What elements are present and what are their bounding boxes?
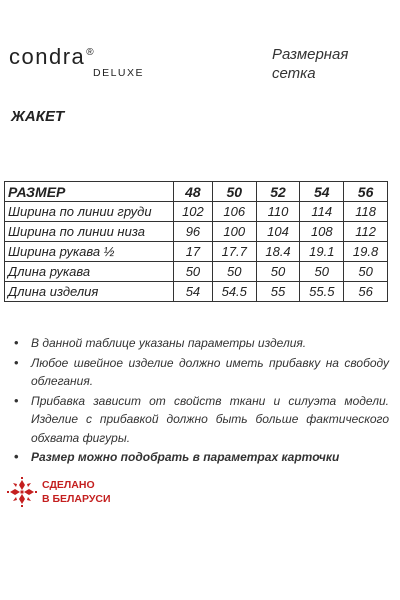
heading-line-2: сетка: [272, 65, 316, 82]
table-cell: 54.5: [212, 282, 256, 302]
badge-text: [42, 478, 111, 506]
product-title: ЖАКЕТ: [11, 108, 65, 125]
size-table: [4, 181, 388, 302]
bullet-icon: •: [14, 354, 19, 370]
list-item: [11, 334, 389, 353]
size-header-row: [5, 182, 388, 202]
note-text: Любое швейное изделие должно иметь прибавку на свободу облегания.: [31, 355, 389, 388]
table-cell: 96: [174, 222, 213, 242]
registered-mark: ®: [86, 47, 96, 58]
table-cell: 50: [300, 262, 344, 282]
badge-line-1: СДЕЛАНО: [42, 479, 95, 491]
bullet-icon: •: [14, 335, 19, 350]
table-cell: 56: [344, 282, 388, 302]
table-cell: 18.4: [256, 242, 300, 262]
brand-subline: DELUXE: [93, 67, 145, 79]
table-row: [5, 262, 388, 282]
badge-line-2: В БЕЛАРУСИ: [42, 493, 111, 505]
table-row: [5, 202, 388, 222]
table-cell: 55.5: [300, 282, 344, 302]
size-col-header: 54: [300, 182, 344, 202]
table-cell: 110: [256, 202, 300, 222]
table-cell: 17.7: [212, 242, 256, 262]
size-col-header: 50: [212, 182, 256, 202]
table-row: [5, 242, 388, 262]
brand-name-text: condra: [9, 44, 86, 69]
brand-name: [9, 46, 139, 68]
table-cell: 106: [212, 202, 256, 222]
note-text: В данной таблице указаны параметры изделия.: [31, 336, 307, 350]
table-cell: 114: [300, 202, 344, 222]
list-item: [11, 392, 389, 448]
note-text: Размер можно подобрать в параметрах карточки: [31, 450, 340, 464]
list-item: [11, 354, 389, 391]
row-label: Длина рукава: [5, 262, 174, 282]
table-cell: 104: [256, 222, 300, 242]
bullet-icon: •: [14, 392, 19, 408]
row-label: Ширина по линии груди: [5, 202, 174, 222]
table-cell: 118: [344, 202, 388, 222]
table-cell: 55: [256, 282, 300, 302]
table-cell: 50: [212, 262, 256, 282]
row-label: Ширина по линии низа: [5, 222, 174, 242]
table-cell: 54: [174, 282, 213, 302]
size-header-label: РАЗМЕР: [5, 182, 174, 202]
brand-logo: [9, 44, 145, 79]
table-cell: 102: [174, 202, 213, 222]
table-cell: 50: [256, 262, 300, 282]
size-col-header: 52: [256, 182, 300, 202]
table-cell: 100: [212, 222, 256, 242]
heading-line-1: Размерная: [272, 46, 349, 63]
list-item: [11, 448, 389, 467]
notes-list: [11, 334, 389, 468]
table-row: [5, 282, 388, 302]
table-cell: 50: [344, 262, 388, 282]
size-col-header: 48: [174, 182, 213, 202]
table-cell: 112: [344, 222, 388, 242]
table-cell: 108: [300, 222, 344, 242]
table-cell: 50: [174, 262, 213, 282]
table-row: [5, 222, 388, 242]
row-label: Длина изделия: [5, 282, 174, 302]
bullet-icon: •: [14, 449, 19, 464]
table-cell: 19.1: [300, 242, 344, 262]
size-chart-heading: [272, 45, 392, 83]
table-cell: 19.8: [344, 242, 388, 262]
note-text: Прибавка зависит от свойств ткани и силуэта модели. Изделие с прибавкой должно быть больше фактического обхвата фигуры.: [31, 393, 389, 445]
row-label: Ширина рукава ½: [5, 242, 174, 262]
table-cell: 17: [174, 242, 213, 262]
ornament-icon: [7, 477, 37, 507]
size-col-header: 56: [344, 182, 388, 202]
